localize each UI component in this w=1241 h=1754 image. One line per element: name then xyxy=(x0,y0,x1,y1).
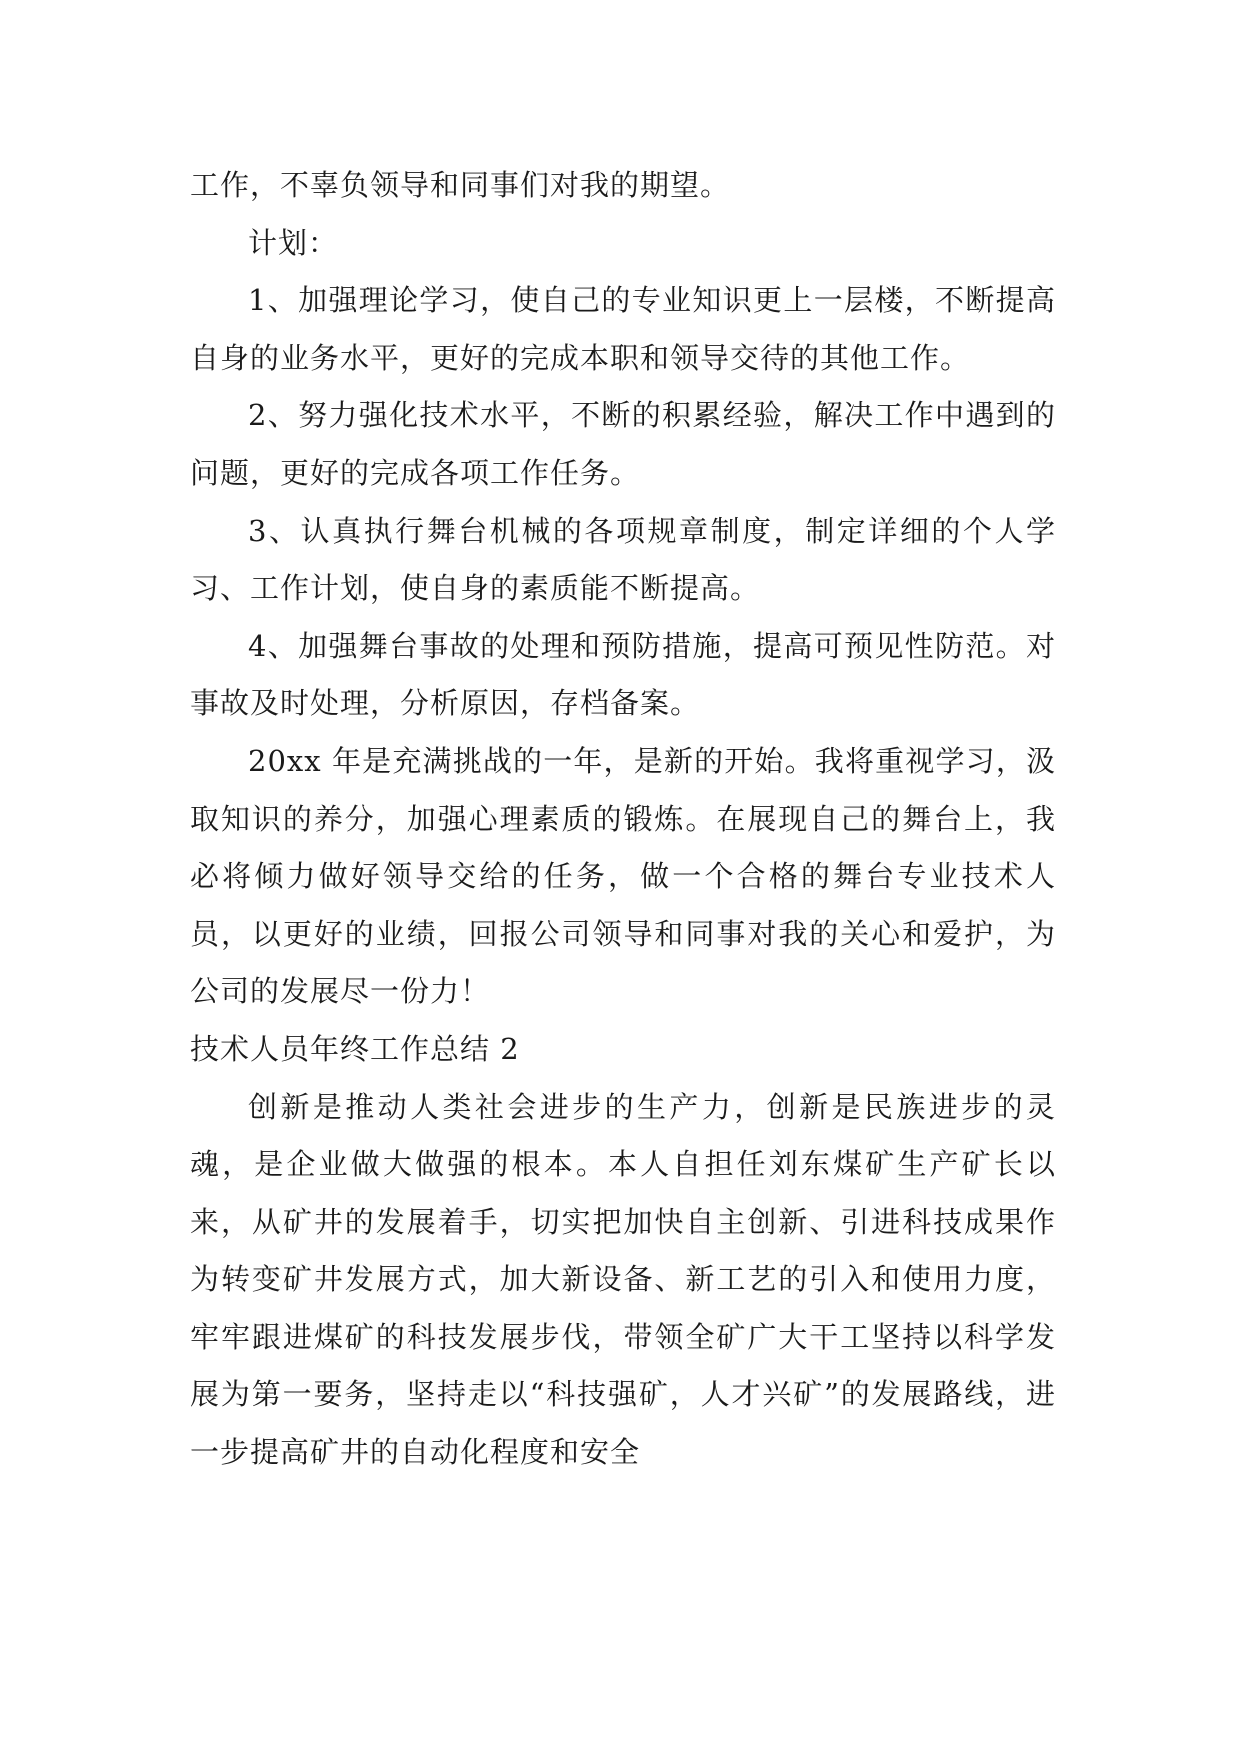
section-heading: 技术人员年终工作总结 2 xyxy=(190,1031,520,1066)
paragraph-plan-label: 计划： xyxy=(248,225,339,260)
paragraph-conclusion: 20xx 年是充满挑战的一年，是新的开始。我将重视学习，汲取知识的养分，加强心理素质的锻炼。在展现自己的舞台上，我必将倾力做好领导交给的任务，做一个合格的舞台专业技术人员，以更好的业绩，回报公司领导和同事对我的关心和爱护，为公司的发展尽一份力！ xyxy=(190,743,1056,1009)
document-body xyxy=(190,157,1056,1482)
paragraph-continuation: 工作，不辜负领导和同事们对我的期望。 xyxy=(190,168,731,202)
paragraph-plan-item-3: 3、认真执行舞台机械的各项规章制度，制定详细的个人学习、工作计划，使自身的素质能不断提高。 xyxy=(190,513,1056,606)
paragraph-plan-item-2: 2、努力强化技术水平，不断的积累经验，解决工作中遇到的问题，更好的完成各项工作任务。 xyxy=(190,398,1056,490)
paragraph-plan-item-1: 1、加强理论学习，使自己的专业知识更上一层楼，不断提高自身的业务水平，更好的完成本职和领导交待的其他工作。 xyxy=(190,283,1056,375)
paragraph-plan-item-4: 4、加强舞台事故的处理和预防措施，提高可预见性防范。对事故及时处理，分析原因，存档备案。 xyxy=(190,628,1056,721)
paragraph-section-body: 创新是推动人类社会进步的生产力，创新是民族进步的灵魂，是企业做大做强的根本。本人自担任刘东煤矿生产矿长以来，从矿井的发展着手，切实把加快自主创新、引进科技成果作为转变矿井发展方式，加大新设备、新工艺的引入和使用力度，牢牢跟进煤矿的科技发展步伐，带领全矿广大干工坚持以科学发展为第一要务，坚持走以“科技强矿，人才兴矿”的发展路线，进一步提高矿井的自动化程度和安全 xyxy=(190,1089,1056,1470)
